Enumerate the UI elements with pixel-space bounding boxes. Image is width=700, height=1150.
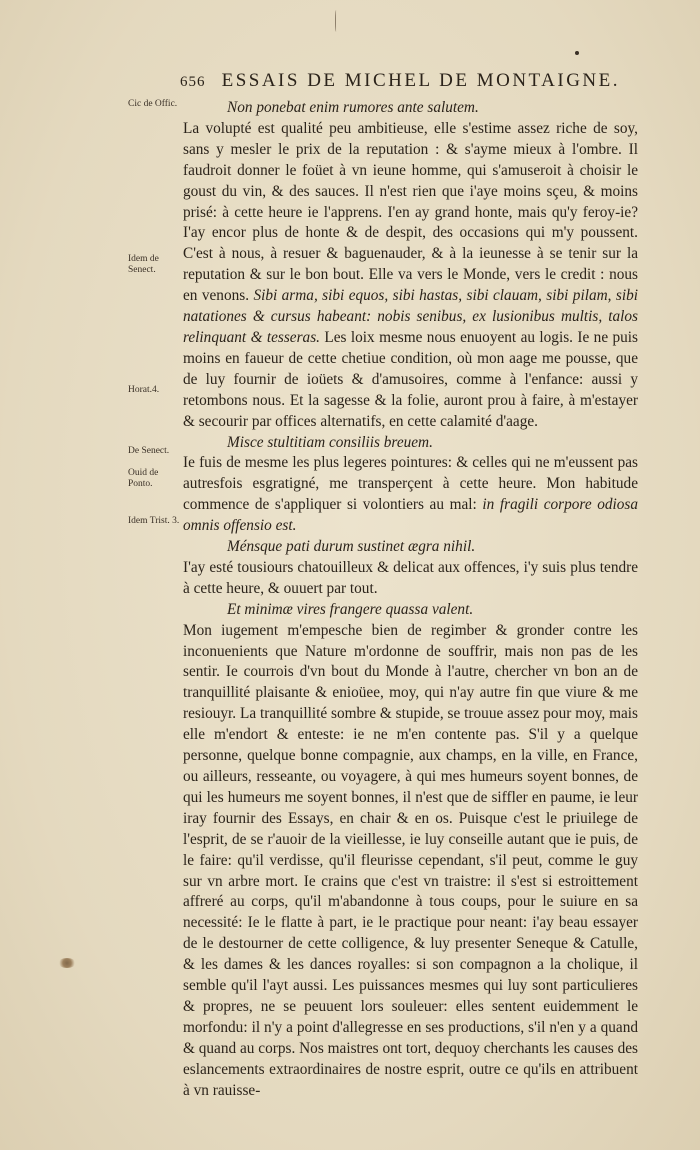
paragraph	[183, 453, 638, 537]
latin-quote: Ménsque pati durum sustinet ægra nihil.	[227, 538, 476, 556]
latin-quote: Et minimæ vires frangere quassa valent.	[227, 600, 474, 618]
paragraph: I'ay esté tousiours chatouilleux & delicat aux offences, i'y suis plus tendre à cette heure, & ouuert par tout.	[183, 558, 638, 597]
paragraph: Mon iugement m'empesche bien de regimber & gronder contre les inconuenients que Nature m'ordonne de souffrir, mais non pas de les sentir. Ie courrois d'vn bout du Monde à l'autre, chercher vn bon an de tranquillité plaisante & enioüee, moy, qui n'ay autre fin que viure & me resiouyr. La tranquillité sombre & stupide, se trouue assez pour moy, mais elle m'endort & enteste: ie ne m'en contente pas. S'il y a quelque personne, quelque bonne compagnie, aux champs, en la ville, en France, ou ailleurs, resseante, ou voyagere, à qui mes humeurs soyent bonnes, de qui les humeurs me soyent bonnes, il n'est que de siffler en paume, ie leur iray fournir des Essays, en chair & en os. Puisque c'est le priuilege de l'esprit, de se r'auoir de la vieillesse, ie luy conseille autant que ie puis, de le faire: qu'il verdisse, qu'il fleurisse cependant, s'il peut, comme le guy sur vn arbre mort. Ie crains que c'est vn traistre: il s'est si estroittement affreré au corps, qu'il m'abandonne à tous coups, pour le suiure en sa necessité: Ie le flatte à part, ie le practique pour neant: i'ay beau essayer de le destourner de cette colligence, & luy presenter Seneque & Catulle, & les dames & les dances royalles: si son compagnon a la cholique, il semble qu'il l'ayt aussi. Les puissances mesmes qui luy sont particulieres & propres, ne se peuuent lors souleuer: elles sentent euidemment le morfondu: il n'y a point d'allegresse en ses productions, s'il n'en y a quand & quand au corps. Nos maistres ont tort, dequoy cherchants les causes des eslancements extraordinaires de nostre esprit, outre ce qu'ils en attribuent à vn rauisse-	[183, 621, 638, 1099]
margin-note: Horat.4.	[128, 385, 160, 395]
body-text	[183, 98, 638, 1102]
paragraph-text: Les loix mesme nous enuoyent au logis. Ie ne puis moins en faueur de cette chetiue condition, où mon aage me pousse, que de luy fournir de ioüets & d'amusoires, comme à l'enfance: aussi y retombons nous. Et la sagesse & la folie, auront prou à faire, à m'estayer & secourir par offices alternatifs, en cette calamité d'aage.	[183, 328, 639, 430]
latin-quote: Misce stultitiam consiliis breuem.	[227, 433, 433, 451]
ink-stain	[58, 958, 76, 968]
latin-inline: in fragili corpore odiosa omnis offensio est.	[183, 496, 639, 535]
latin-quote: Non ponebat enim rumores ante salutem.	[227, 99, 479, 116]
margin-note: Cic de Offic.	[128, 99, 178, 109]
paragraph	[183, 119, 638, 433]
paragraph-text: La volupté est qualité peu ambitieuse, elle s'estime assez riche de soy, sans y mesler le prix de la reputation : & s'ayme mieux à l'ombre. Il faudroit donner le foüet à vn ieune homme, qui s'amuseroit à choisir le goust du vin, & des sauces. Il n'est rien que i'aye moins sçeu, & moins prisé: à cette heure ie l'apprens. I'en ay grand honte, mais qu'y feroy-ie? I'ay encor plus de honte & de despit, des occasions qui m'y poussent. C'est à nous, à resuer & baguenauder, & à la ieunesse à se tenir sur la reputation & sur le bon bout. Elle va vers le Monde, vers le credit : nous en venons.	[183, 119, 638, 305]
margin-note: De Senect.	[128, 446, 170, 456]
margin-note: Idem Trist. 3.	[128, 516, 180, 526]
page-number: 656	[180, 74, 206, 90]
latin-inline: Sibi arma, sibi equos, sibi hastas, sibi clauam, sibi pilam, sibi natationes & cursus habeant: nobis senibus, ex lusionibus multis, talos relinquant & tesseras.	[183, 287, 638, 346]
running-title: ESSAIS DE MICHEL DE MONTAIGNE.	[221, 70, 620, 91]
gutter-mark	[335, 10, 338, 32]
margin-note: Ouid de Ponto.	[128, 468, 159, 489]
ink-dot	[575, 51, 579, 55]
paragraph-text: Ie fuis de mesme les plus legeres pointures: & celles qui ne m'eussent pas autresfois esgratigné, me transperçent à cette heure. Mon habitude commence de s'appliquer si volontiers au mal:	[183, 454, 638, 514]
margin-note: Idem de Senect.	[128, 254, 159, 275]
page-header	[180, 70, 620, 92]
